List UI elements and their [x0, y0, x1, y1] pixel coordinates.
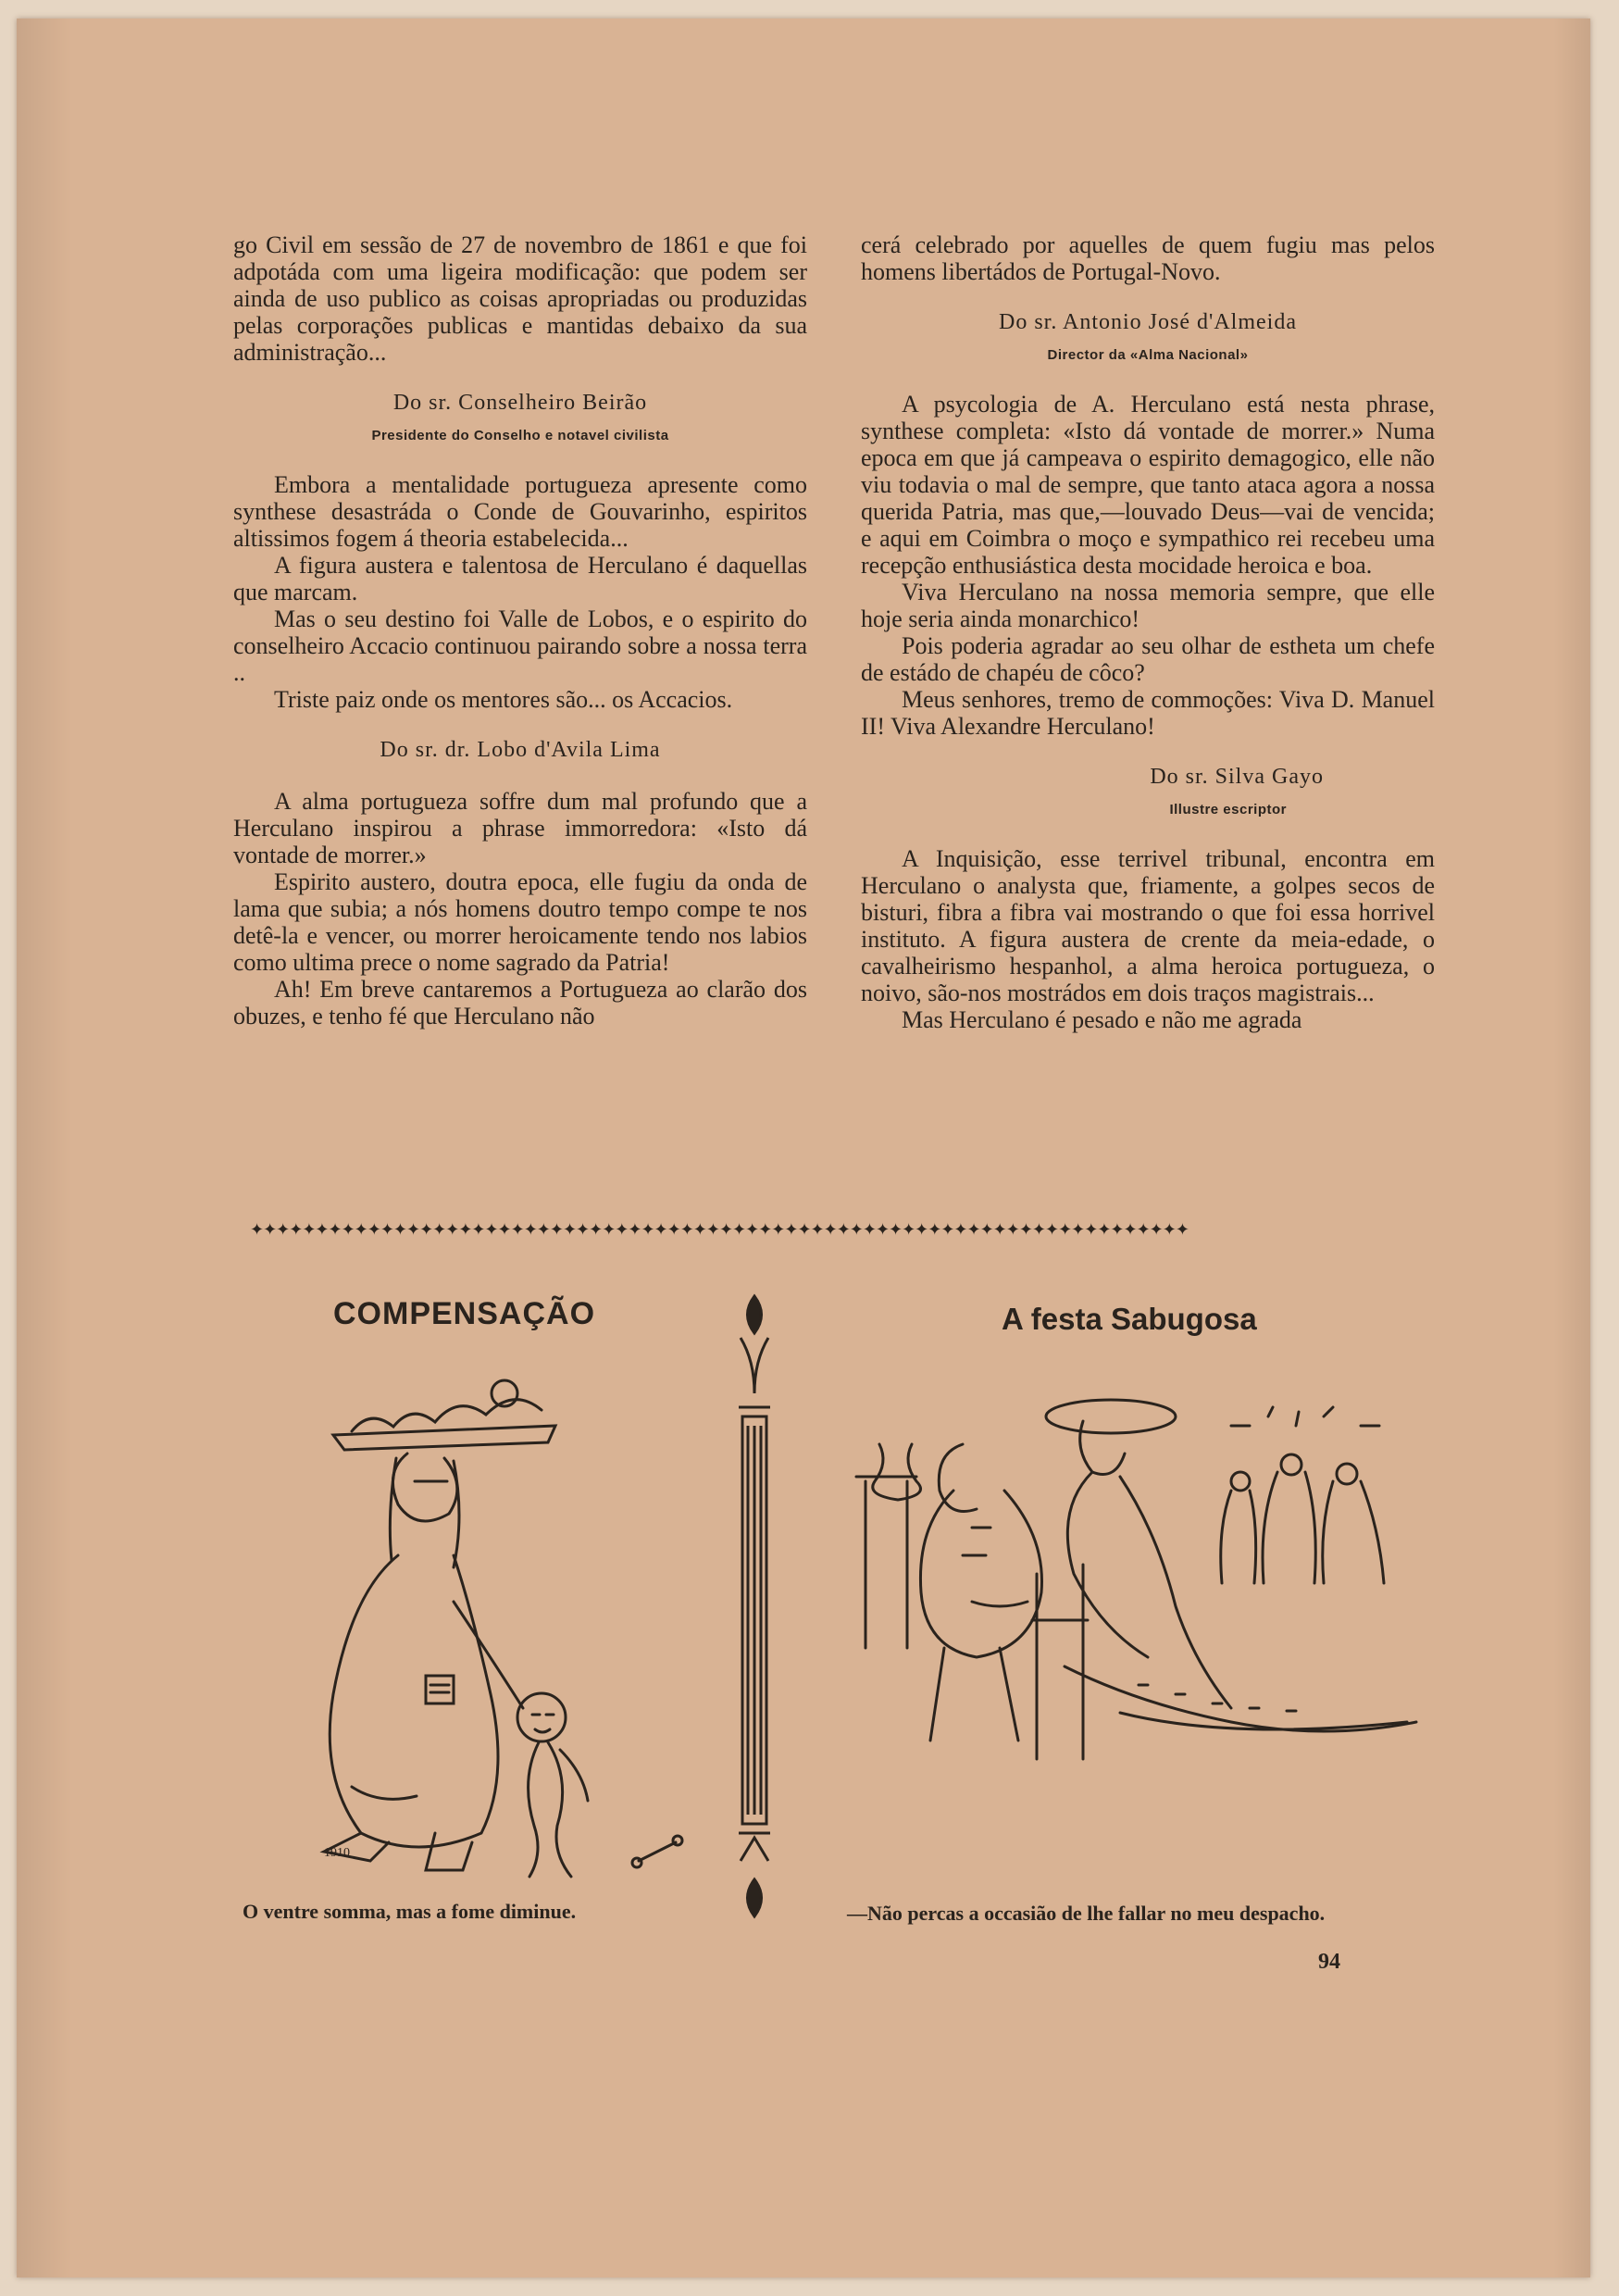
paragraph: Mas Herculano é pesado e não me agrada [902, 1006, 1302, 1033]
page-number: 94 [1318, 1950, 1340, 1974]
artist-signature: 1910 [324, 1846, 350, 1860]
page-edge-shadow [1553, 19, 1590, 2277]
ornamental-column [731, 1287, 778, 1935]
text-column-right [861, 231, 1435, 1033]
paragraph: Meus senhores, tremo de commoções: Viva D. Manuel II! Viva Alexandre Herculano! [861, 686, 1435, 740]
cartoon-title-left: COMPENSAÇÃO [333, 1296, 596, 1331]
byline: Do sr. dr. Lobo d'Avila Lima [380, 738, 661, 762]
paragraph: Ah! Em breve cantaremos a Portugueza ao clarão dos obuzes, e tenho fé que Herculano não [233, 976, 807, 1029]
paragraph: Mas o seu destino foi Valle de Lobos, e o espirito do conselheiro Accacio continuou pairando sobre a nossa terra .. [233, 605, 807, 686]
byline: Do sr. Silva Gayo [1150, 765, 1324, 789]
cartoon-caption-right: —Não percas a occasião de lhe fallar no meu despacho. [847, 1902, 1326, 1925]
paragraph: cerá celebrado por aquelles de quem fugiu mas pelos homens libertádos de Portugal-Novo. [861, 231, 1435, 285]
cartoon-illustration-left [296, 1370, 685, 1889]
paragraph: A alma portugueza soffre dum mal profundo que a Herculano inspirou a phrase immorredora: «Isto dá vontade de morrer.» [233, 788, 807, 868]
paragraph: A figura austera e talentosa de Herculano é daquellas que marcam. [233, 552, 807, 605]
byline-subtitle: Director da «Alma Nacional» [1047, 347, 1249, 363]
paragraph: Viva Herculano na nossa memoria sempre, que elle hoje seria ainda monarchico! [861, 579, 1435, 632]
byline-subtitle: Illustre escriptor [1169, 802, 1287, 817]
paragraph: A psycologia de A. Herculano está nesta phrase, synthese completa: «Isto dá vontade de morrer.» Numa epoca em que já campeava o espirito demagogico, elle não viu todavia o mal de sempre, que tanto ataca agora a nossa querida Patria, mas que,—louvado Deus—vai de vencida; e aqui em Coimbra o moço e sympathico rei recebeu uma recepção enthusiástica desta mocidade heroica e boa. [861, 391, 1435, 579]
paragraph: Pois poderia agradar ao seu olhar de estheta um chefe de estádo de chapéu de côco? [861, 632, 1435, 686]
page-fold-shadow [17, 19, 72, 2277]
ornamental-divider: ✦✦✦✦✦✦✦✦✦✦✦✦✦✦✦✦✦✦✦✦✦✦✦✦✦✦✦✦✦✦✦✦✦✦✦✦✦✦✦✦✦✦✦✦✦✦✦✦✦✦✦✦✦✦✦✦✦✦✦✦✦✦✦✦✦✦✦✦✦✦✦✦ [250, 1220, 1189, 1240]
paragraph: Embora a mentalidade portugueza apresente como synthese desastráda o Conde de Gouvarinho, espiritos altissimos fogem á theoria estabelecida... [233, 471, 807, 552]
cartoon-title-right: A festa Sabugosa [1002, 1302, 1257, 1336]
paragraph: Espirito austero, doutra epoca, elle fugiu da onda de lama que subia; a nós homens doutro tempo compe te nos detê-la e vencer, ou morrer heroicamente tendo nos labios como ultima prece o nome sagrado da Patria! [233, 868, 807, 976]
byline: Do sr. Antonio José d'Almeida [999, 310, 1297, 334]
byline: Do sr. Conselheiro Beirão [392, 391, 648, 415]
text-column-left [233, 231, 807, 1029]
cartoon-caption-left: O ventre somma, mas a fome diminue. [243, 1900, 577, 1923]
paragraph: Triste paiz onde os mentores são... os Accacios. [274, 686, 733, 713]
paragraph: go Civil em sessão de 27 de novembro de 1861 e que foi adpotáda com uma ligeira modificação: que podem ser ainda de uso publico as coisas apropriadas ou produzidas pelas corporações publicas e mantidas debaixo da sua administração... [233, 231, 807, 366]
cartoon-illustration-right [842, 1389, 1444, 1824]
byline-subtitle: Presidente do Conselho e notavel civilista [371, 428, 669, 443]
paragraph: A Inquisição, esse terrivel tribunal, encontra em Herculano o analysta que, friamente, a golpes secos de bisturi, fibra a fibra vai mostrando o que foi essa horrivel instituto. A figura austera de crente da meia-edade, o cavalheirismo hespanhol, a alma heroica portugueza, o noivo, são-nos mostrádos em dois traços magistrais... [861, 845, 1435, 1006]
